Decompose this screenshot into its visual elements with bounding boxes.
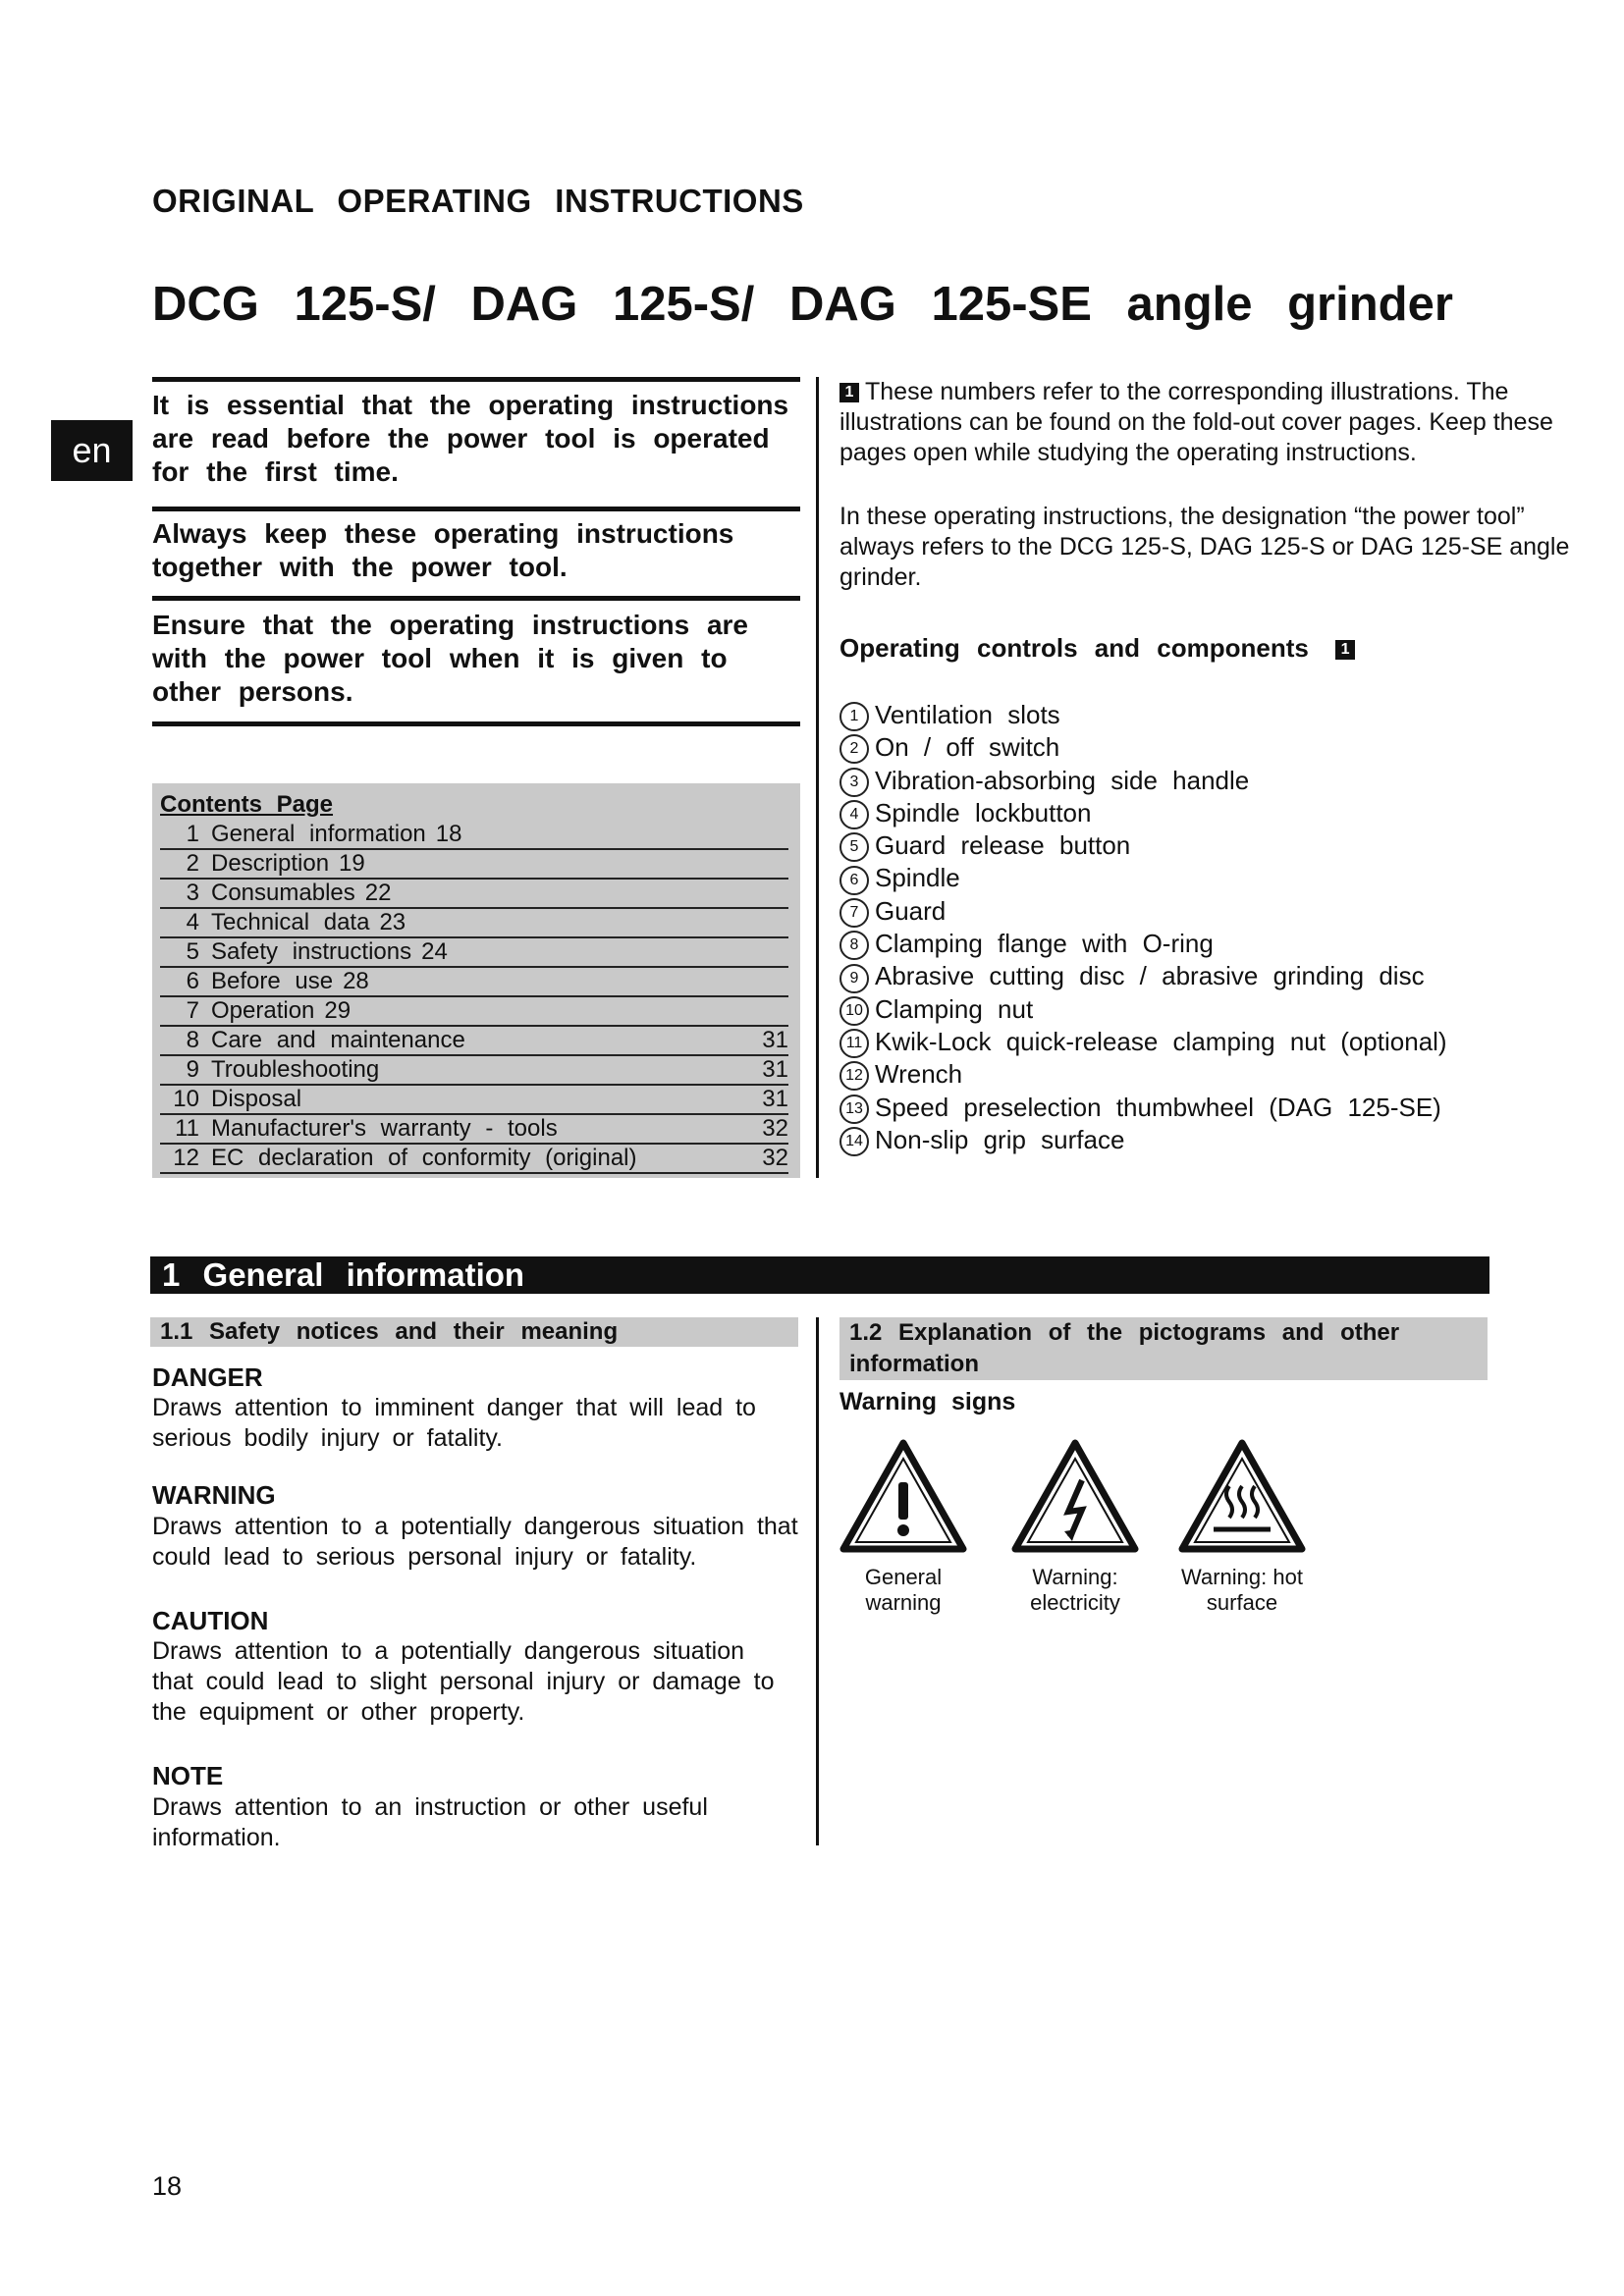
- contents-row-page: 23: [379, 909, 406, 935]
- component-label: Wrench: [875, 1059, 963, 1090]
- column-divider: [816, 377, 819, 1178]
- figure-marker-icon: 1: [1335, 640, 1355, 660]
- component-item: [839, 1058, 1447, 1091]
- components-list: [839, 699, 1447, 1156]
- contents-row-number: 7: [186, 997, 199, 1024]
- contents-row: [160, 1115, 788, 1145]
- contents-row: [160, 880, 788, 909]
- component-number-icon: 12: [839, 1061, 869, 1091]
- pictogram-caption: Warning: hot surface: [1181, 1565, 1303, 1615]
- component-number-icon: 3: [839, 768, 869, 797]
- subsection-heading: 1.2 Explanation of the pictograms and other information: [839, 1317, 1488, 1380]
- components-heading: [839, 633, 1361, 664]
- component-item: [839, 1092, 1447, 1124]
- language-tab: en: [51, 420, 133, 481]
- figure-marker-icon: 1: [839, 383, 859, 402]
- component-label: Vibration-absorbing side handle: [875, 765, 1250, 795]
- contents-row-number: 5: [186, 938, 199, 965]
- contents-row-label: EC declaration of conformity (original): [211, 1145, 637, 1171]
- contents-row-label: Consumables: [211, 880, 355, 906]
- component-item: [839, 895, 1447, 928]
- component-number-icon: 1: [839, 702, 869, 731]
- danger-label: DANGER: [152, 1362, 263, 1392]
- component-number-icon: 8: [839, 931, 869, 960]
- component-label: On / off switch: [875, 732, 1060, 763]
- component-label: Speed preselection thumbwheel (DAG 125-SE): [875, 1092, 1441, 1122]
- component-label: Non-slip grip surface: [875, 1124, 1125, 1154]
- column-divider: [816, 1317, 819, 1845]
- contents-row-number: 3: [186, 880, 199, 906]
- component-item: [839, 699, 1447, 731]
- subsection-heading: 1.1 Safety notices and their meaning: [150, 1317, 798, 1347]
- component-number-icon: 10: [839, 996, 869, 1026]
- designation-note: In these operating instructions, the designation “the power tool” always refers to the DCG 125-S, DAG 125-S or DAG 125-SE angle grinder.: [839, 503, 1570, 591]
- contents-row-page: 32: [762, 1115, 788, 1142]
- contents-row-label: Description: [211, 850, 330, 877]
- figure-note-text: These numbers refer to the corresponding illustrations. The illustrations can be found on the fold-out cover pages. Keep these pages open while studying the operating instructions.: [839, 378, 1553, 466]
- contents-row-number: 10: [173, 1086, 199, 1112]
- component-item: [839, 862, 1447, 894]
- notice-read-first: It is essential that the operating instructions are read before the power tool is operated for the first time.: [152, 390, 789, 487]
- document-supertitle: ORIGINAL OPERATING INSTRUCTIONS: [152, 183, 804, 219]
- contents-row-number: 6: [186, 968, 199, 994]
- component-item: [839, 993, 1447, 1026]
- component-label: Kwik-Lock quick-release clamping nut (optional): [875, 1026, 1447, 1056]
- component-number-icon: 11: [839, 1029, 869, 1058]
- contents-row: [160, 909, 788, 938]
- contents-row: [160, 1145, 788, 1174]
- component-item: [839, 829, 1447, 862]
- contents-row-label: Safety instructions: [211, 938, 412, 965]
- note-text: Draws attention to an instruction or other useful information.: [152, 1793, 708, 1851]
- warning-signs-label: Warning signs: [839, 1388, 1016, 1415]
- contents-row-number: 2: [186, 850, 199, 877]
- contents-row-number: 4: [186, 909, 199, 935]
- component-number-icon: 7: [839, 898, 869, 928]
- electricity-warning-icon: [1011, 1439, 1139, 1553]
- component-label: Clamping nut: [875, 993, 1034, 1024]
- contents-row: [160, 850, 788, 880]
- divider: [152, 721, 800, 726]
- hot-surface-warning-icon: [1178, 1439, 1306, 1553]
- caution-label: CAUTION: [152, 1606, 269, 1635]
- contents-row: [160, 968, 788, 997]
- component-number-icon: 6: [839, 866, 869, 895]
- contents-row-label: General information: [211, 821, 426, 847]
- component-item: [839, 960, 1447, 992]
- component-item: [839, 928, 1447, 960]
- component-label: Guard: [875, 895, 947, 926]
- contents-row-number: 9: [186, 1056, 199, 1083]
- contents-row-page: 31: [762, 1056, 788, 1083]
- component-label: Clamping flange with O-ring: [875, 929, 1214, 959]
- divider: [152, 507, 800, 511]
- contents-row: [160, 1056, 788, 1086]
- contents-row-label: Technical data: [211, 909, 370, 935]
- contents-row-page: 32: [762, 1145, 788, 1171]
- component-item: [839, 1026, 1447, 1058]
- component-number-icon: 14: [839, 1127, 869, 1156]
- components-heading-text: Operating controls and components: [839, 633, 1309, 663]
- divider: [152, 377, 800, 382]
- contents-row: [160, 997, 788, 1027]
- component-label: Spindle lockbutton: [875, 797, 1092, 828]
- contents-row: [160, 1027, 788, 1056]
- contents-row-page: 31: [762, 1027, 788, 1053]
- contents-row-label: Operation: [211, 997, 315, 1024]
- component-item: [839, 765, 1447, 797]
- general-warning-icon: [839, 1439, 967, 1553]
- contents-row-page: 28: [343, 968, 369, 994]
- contents-row-page: 24: [421, 938, 448, 965]
- contents-row-label: Before use: [211, 968, 334, 994]
- page-number: 18: [152, 2171, 183, 2201]
- pictogram-caption: General warning: [864, 1565, 943, 1615]
- contents-row-page: 18: [435, 821, 462, 847]
- component-label: Guard release button: [875, 830, 1131, 861]
- component-number-icon: 4: [839, 800, 869, 829]
- danger-text: Draws attention to imminent danger that will lead to serious bodily injury or fatality.: [152, 1394, 756, 1452]
- contents-row: [160, 1086, 788, 1115]
- contents-row-label: Manufacturer's warranty - tools: [211, 1115, 558, 1142]
- caution-text: Draws attention to a potentially dangerous situation that could lead to slight personal injury or damage to the equipment or other property.: [152, 1637, 775, 1726]
- note-label: NOTE: [152, 1761, 224, 1790]
- contents-row-number: 12: [173, 1145, 199, 1171]
- divider: [152, 596, 800, 601]
- component-number-icon: 2: [839, 734, 869, 764]
- contents-row-page: 29: [324, 997, 352, 1024]
- contents-row-label: Troubleshooting: [211, 1056, 380, 1083]
- component-label: Ventilation slots: [875, 700, 1060, 729]
- warning-text: Draws attention to a potentially dangerous situation that could lead to serious personal injury or fatality.: [152, 1513, 798, 1571]
- contents-row-label: Care and maintenance: [211, 1027, 465, 1053]
- contents-row-number: 8: [186, 1027, 199, 1053]
- component-number-icon: 5: [839, 832, 869, 862]
- page-title: DCG 125-S/ DAG 125-S/ DAG 125-SE angle grinder: [152, 278, 1453, 331]
- section-heading: 1 General information: [150, 1256, 1489, 1294]
- warning-label: WARNING: [152, 1480, 276, 1510]
- component-label: Abrasive cutting disc / abrasive grinding disc: [875, 961, 1425, 991]
- component-number-icon: 9: [839, 964, 869, 993]
- contents-heading: Contents Page: [160, 791, 334, 818]
- contents-row-number: 1: [186, 821, 199, 847]
- notice-keep-together: Always keep these operating instructions together with the power tool.: [152, 518, 734, 582]
- component-item: [839, 1124, 1447, 1156]
- component-number-icon: 13: [839, 1095, 869, 1124]
- figure-note: [839, 377, 1586, 468]
- contents-row: [160, 821, 788, 850]
- contents-row-label: Disposal: [211, 1086, 302, 1112]
- contents-row-page: 19: [339, 850, 365, 877]
- component-item: [839, 731, 1447, 764]
- component-label: Spindle: [875, 863, 960, 893]
- contents-row-page: 31: [762, 1086, 788, 1112]
- notice-pass-on: Ensure that the operating instructions are with the power tool when it is given to other persons.: [152, 610, 748, 707]
- contents-row-number: 11: [175, 1115, 199, 1142]
- component-item: [839, 797, 1447, 829]
- contents-row-page: 22: [364, 880, 392, 906]
- contents-row: [160, 938, 788, 968]
- pictogram-caption: Warning: electricity: [1030, 1565, 1120, 1615]
